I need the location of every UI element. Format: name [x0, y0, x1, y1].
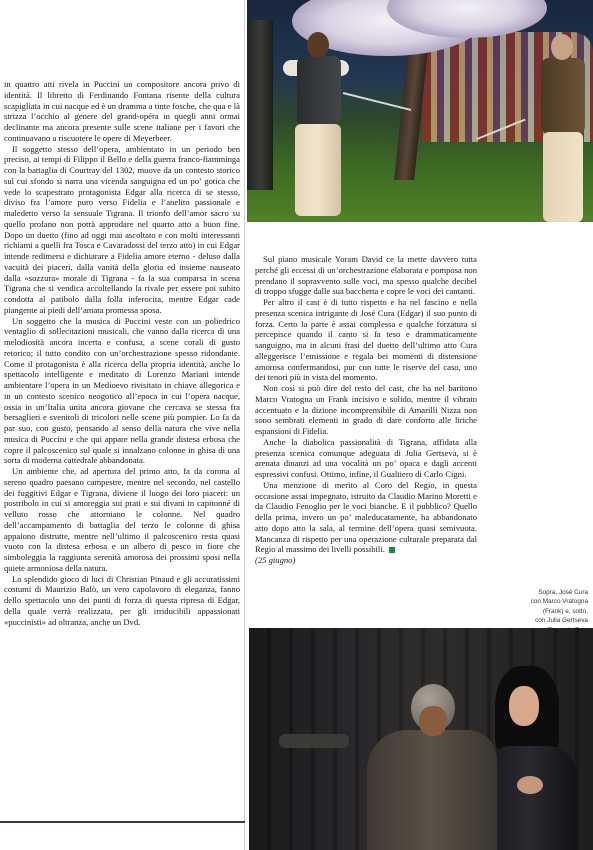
paragraph: Il soggetto stesso dell’opera, ambientato in un periodo ben preciso, ai tempi di Filippo il Bello e della guerra franco-fiamminga con la battaglia di Courtray del 1302, muove da un contesto storico sul cui sfondo si narra una vicenda sanguigna ed un po’ gotica che vede lo scapestrato protagonista Edgar alla ricerca di se stesso, diviso fra l’amore puro verso Fidelia e l’anelito passionale e maledetto verso la sensuale Tigrana. Il trionfo dell’amor sacro su quello profano non potrà approdare nel quarto atto a buon fine. Dopo un duetto (fino ad oggi mai ascoltato e con molti interessanti richiami a quelli fra Tosca e Cavaradossi del terzo atto) in cui Edgar intende redimersi e dichiarare a Fidelia amore eterno - deluso dalla vacuità dei piaceri, dalla vanità della gloria ed insieme nauseato dalla «sozzura» morale di Tigrana - fa la sua comparsa in scena Tigrana che si vendica accoltellando la rivale per essere poi subito condotta al patibolo dalla folla inferocita, mentre Edgar cade piangente ai piedi dell’amata promessa sposa. — [4, 143, 240, 315]
performer-edgar — [367, 730, 497, 850]
end-of-article-mark — [389, 547, 395, 553]
paragraph: Sul piano musicale Yoram David ce la mette davvero tutta perché gli eccessi di un’orchestrazione elaborata e pomposa non prendano il sopravvento sulle voci, ma spesso qualche decibel di troppo sfugge dalle sua bacchetta e copre le voci dei cantanti. — [255, 254, 477, 297]
paragraph: Un ambiente che, ad apertura del primo atto, fa da corona al sereno quadro paesano campestre, mentre nel secondo, nel castello dei fuggitivi Edgar e Tigrana, diviene il luogo dei loro piaceri: un postribolo in cui si amoreggia sui prati e sui divani in capitonné di velluto rosso che attorniano le colonne. Nel quadro dell’accampamento di battaglia del terzo le colonne di ghisa appaiono distrutte, mentre nell’ultimo il palcoscenico resta quasi vuoto con la distesa erbosa e un albero di pesco in fiore che simboleggia la raggiunta serenità amorosa dei prossimi sposi nella quiete armoniosa della natura. — [4, 466, 240, 573]
paragraph: Anche la diabolica passionalità di Tigrana, affidata alla presenza scenica comunque adeguata di Julia Gertseva, si è arenata dinanzi ad una vocalità un po’ opaca e dagli accenti espressivi confusi. Ottimo, infine, il Gualtiero di Carlo Cigni. — [255, 436, 477, 479]
photo-top-stage-scene — [247, 0, 593, 222]
paragraph — [255, 480, 477, 555]
caption-line: con Julia Gertseva — [535, 617, 588, 625]
paragraph: Per altro il cast è di tutto rispetto e ha nel fascino e nella presenza scenica intrigante di José Cura (Edgar) il suo punto di forza. Certo la parte è assai complessa e qualche forzatura si percepisce quando il canto si fa teso e drammaticamente sanguigno, ma in alcuni frasi del duetto dell’ultimo atto Cura alleggerisce l’emissione e regala bei momenti di distensione amorosa confermandosi, pur con tutte le riserve del caso, uno dei tenori più in vista del momento. — [255, 297, 477, 383]
bottom-rule — [0, 821, 245, 823]
paragraph: in quattro atti rivela in Puccini un compositore ancora privo di identità. Il libretto di Ferdinando Fontana risente della cultura scapigliata in cui nacque ed è un dramma a tinte fosche, che qua e là strizza l’occhio al genere del grand-opéra in quegli anni ormai declinante ma ancora presente sulle scene italiane per i favori che continuavano a riscuotere le opere di Meyerbeer. — [4, 79, 240, 143]
hands — [517, 776, 543, 794]
article-date: (25 giugno) — [255, 555, 296, 565]
caption-line: con Marco Vratogna — [530, 598, 588, 606]
caption-line: Sopra, José Cura — [538, 589, 588, 596]
performer-frank — [527, 34, 593, 222]
paragraph-text: Una menzione di merito al Coro del Regio, in questa occasione assai impegnato, istruito da Claudio Marino Moretti e da Claudio Fenoglio per le voci bianche. E il pubblico? Quello della prima, invero un po’ maleducatamente, ha abbandonato atto dopo atto la sala, al termine dell’opera quasi semivuota. Mancanza di rispetto per una operazione culturale preparata dal Regio al massimo dei livelli possibili. — [255, 479, 477, 555]
column-divider — [244, 0, 245, 850]
paragraph: Lo splendido gioco di luci di Christian Pinaud e gli accuratissimi costumi di Maurizio Balò, un vero capolavoro di eleganza, fanno dello spettacolo uno dei punti di forza di questa ripresa di Edgar, della quale verrà realizzata, per gli irriducibili appassionati «puccinisti» ad oltranza, anche un Dvd. — [4, 573, 240, 627]
article-left-column — [4, 79, 240, 627]
photo-bottom-stage-scene — [249, 628, 593, 850]
stage-column — [247, 20, 273, 190]
paragraph: Un soggetto che la musica di Puccini veste con un poliedrico ventaglio di sollecitazioni musicali, che vanno dalla ricerca di una melodiosità ancora incerta e confusa, a scene corali di gusto retorico; il tutto condito con un’orchestrazione spesso ridondante. Come il protagonista è alla ricerca della propria identità, anche lo spettacolo intelligente e meditato di Lorenzo Mariani intende ambientare l’opera in un Medioevo rivisitato in chiave allegorica e in un contesto scenico neogotico all’epoca in cui l’opera nacque, ossia in un’Italia unita ancora giovane che cercava se stessa fra bersaglieri e svenitoli di tricolori nelle scene più pompier. Lo fa da par suo, con gusto, pensando al senso della natura che vive nella musica di Puccini e che qui appare nella grande distesa erbosa che copre il palcoscenico sul quale si innalzano colonne in ghisa di una sorta di moderna cattedrale abbandonata. — [4, 315, 240, 466]
caption-line: (Frank) e, sotto, — [542, 607, 588, 615]
paragraph: Non così si può dire del resto del cast, che ha nel baritono Marco Vratogna un Frank incisivo e solido, mentre il vibrato accentuato e la dizione incomprensibile di Amarilli Nizza non sono sembrati elementi in grado di dare conforto alle liriche espansioni di Fidelia. — [255, 383, 477, 436]
performer-tigrana-face — [509, 686, 539, 726]
stage-bench — [279, 734, 349, 748]
performer-edgar — [275, 46, 349, 216]
performer-edgar-face — [419, 706, 447, 736]
article-middle-column — [255, 254, 477, 566]
sword — [343, 92, 411, 111]
